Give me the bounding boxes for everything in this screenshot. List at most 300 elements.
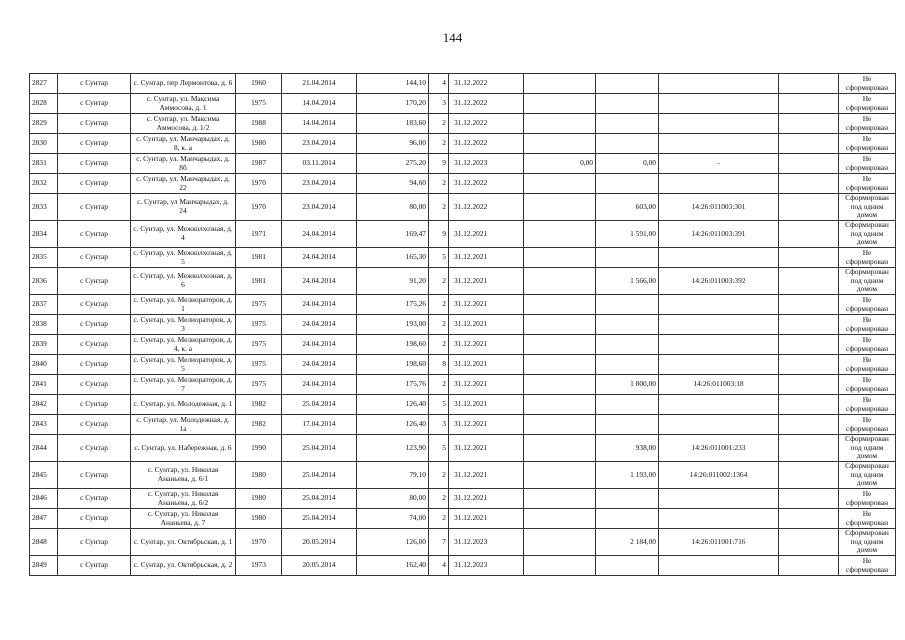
value-a-cell [524,415,596,435]
value-c-cell [779,134,839,154]
year-built-cell: 1982 [236,395,282,415]
row-number: 2837 [30,295,58,315]
recognition-date-cell: 23.04.2014 [282,134,357,154]
residents-cell: 4 [429,556,449,576]
address-cell: с. Сунтар, ул. Молодежная, д. 1а [131,415,236,435]
land-area-cell [596,315,659,335]
deadline-cell: 31.12.2022 [449,94,524,114]
address-cell: с. Сунтар, пер Лермонтова, д. 6 [131,74,236,94]
row-number: 2828 [30,94,58,114]
cadastral-number-cell: 14:26:011001:233 [659,435,779,462]
year-built-cell: 1971 [236,221,282,248]
settlement-cell: с Сунтар [58,221,131,248]
cadastral-number-cell [659,174,779,194]
area-cell: 123,90 [357,435,429,462]
recognition-date-cell: 24.04.2014 [282,335,357,355]
row-number: 2838 [30,315,58,335]
deadline-cell: 31.12.2023 [449,529,524,556]
settlement-cell: с Сунтар [58,194,131,221]
table-row [30,529,896,556]
deadline-cell: 31.12.2021 [449,375,524,395]
value-c-cell [779,114,839,134]
row-number: 2848 [30,529,58,556]
year-built-cell: 1975 [236,94,282,114]
address-cell: с. Сунтар, ул. Манчарыдах, д. 8б [131,154,236,174]
value-c-cell [779,94,839,114]
value-c-cell [779,315,839,335]
area-cell: 170,20 [357,94,429,114]
residents-cell: 2 [429,295,449,315]
deadline-cell: 31.12.2021 [449,221,524,248]
settlement-cell: с Сунтар [58,268,131,295]
land-status-cell: Не сформирован [839,335,896,355]
row-number: 2834 [30,221,58,248]
address-cell: с. Сунтар, ул. Октябрьская, д. 1 [131,529,236,556]
area-cell: 80,00 [357,489,429,509]
year-built-cell: 1990 [236,435,282,462]
deadline-cell: 31.12.2021 [449,509,524,529]
cadastral-number-cell [659,134,779,154]
residents-cell: 9 [429,154,449,174]
land-status-cell: Не сформирован [839,355,896,375]
value-c-cell [779,375,839,395]
land-area-cell [596,395,659,415]
table-row [30,315,896,335]
land-area-cell: 1 193,00 [596,462,659,489]
value-c-cell [779,154,839,174]
residents-cell: 3 [429,94,449,114]
recognition-date-cell: 23.04.2014 [282,194,357,221]
area-cell: 198,60 [357,355,429,375]
settlement-cell: с Сунтар [58,114,131,134]
recognition-date-cell: 21.04.2014 [282,74,357,94]
land-area-cell [596,74,659,94]
recognition-date-cell: 25.04.2014 [282,509,357,529]
value-a-cell [524,268,596,295]
area-cell: 80,00 [357,194,429,221]
table-row [30,94,896,114]
value-c-cell [779,395,839,415]
table-row [30,154,896,174]
cadastral-number-cell: 14:26:011002:1364 [659,462,779,489]
residents-cell: 2 [429,489,449,509]
year-built-cell: 1988 [236,114,282,134]
address-cell: с. Сунтар, ул. Мелиораторов, д. 3 [131,315,236,335]
year-built-cell: 1981 [236,268,282,295]
residents-cell: 2 [429,315,449,335]
address-cell: с. Сунтар, ул. Молодежная, д. 1 [131,395,236,415]
row-number: 2845 [30,462,58,489]
land-area-cell: 2 184,00 [596,529,659,556]
settlement-cell: с Сунтар [58,174,131,194]
deadline-cell: 31.12.2021 [449,415,524,435]
deadline-cell: 31.12.2021 [449,435,524,462]
deadline-cell: 31.12.2021 [449,395,524,415]
land-area-cell: 1 566,00 [596,268,659,295]
value-a-cell [524,194,596,221]
value-a-cell [524,556,596,576]
value-c-cell [779,489,839,509]
address-cell: с. Сунтар, ул. Межколхозная, д. 4 [131,221,236,248]
recognition-date-cell: 20.05.2014 [282,529,357,556]
year-built-cell: 1970 [236,194,282,221]
land-area-cell: 0,00 [596,154,659,174]
year-built-cell: 1980 [236,462,282,489]
table-row [30,395,896,415]
recognition-date-cell: 24.04.2014 [282,221,357,248]
land-status-cell: Сформирован под одним домом [839,221,896,248]
area-cell: 126,40 [357,415,429,435]
row-number: 2831 [30,154,58,174]
cadastral-number-cell [659,335,779,355]
deadline-cell: 31.12.2022 [449,114,524,134]
deadline-cell: 31.12.2021 [449,355,524,375]
land-area-cell [596,174,659,194]
row-number: 2830 [30,134,58,154]
deadline-cell: 31.12.2022 [449,74,524,94]
address-cell: с. Сунтар, ул. Николая Ананьева, д. 6/1 [131,462,236,489]
deadline-cell: 31.12.2021 [449,489,524,509]
land-status-cell: Не сформирован [839,395,896,415]
year-built-cell: 1980 [236,489,282,509]
land-area-cell: 938,00 [596,435,659,462]
value-c-cell [779,415,839,435]
year-built-cell: 1970 [236,174,282,194]
settlement-cell: с Сунтар [58,509,131,529]
land-area-cell: 1 800,00 [596,375,659,395]
address-cell: с. Сунтар, ул. Межколхозная, д. 5 [131,248,236,268]
land-area-cell [596,509,659,529]
area-cell: 79,10 [357,462,429,489]
recognition-date-cell: 03.11.2014 [282,154,357,174]
land-area-cell [596,335,659,355]
land-status-cell: Не сформирован [839,134,896,154]
row-number: 2829 [30,114,58,134]
row-number: 2847 [30,509,58,529]
value-a-cell [524,435,596,462]
settlement-cell: с Сунтар [58,556,131,576]
address-cell: с. Сунтар, ул. Мелиораторов, д. 7 [131,375,236,395]
year-built-cell: 1975 [236,315,282,335]
recognition-date-cell: 14.04.2014 [282,114,357,134]
year-built-cell: 1987 [236,154,282,174]
value-a-cell [524,94,596,114]
address-cell: с. Сунтар, ул. Мелиораторов, д. 5 [131,355,236,375]
cadastral-number-cell [659,355,779,375]
area-cell: 144,10 [357,74,429,94]
recognition-date-cell: 14.04.2014 [282,94,357,114]
land-status-cell: Сформирован под одним домом [839,194,896,221]
recognition-date-cell: 24.04.2014 [282,295,357,315]
deadline-cell: 31.12.2021 [449,335,524,355]
value-a-cell [524,489,596,509]
settlement-cell: с Сунтар [58,94,131,114]
cadastral-number-cell [659,94,779,114]
row-number: 2840 [30,355,58,375]
row-number: 2844 [30,435,58,462]
land-status-cell: Не сформирован [839,154,896,174]
recognition-date-cell: 24.04.2014 [282,315,357,335]
table-row [30,415,896,435]
residents-cell: 2 [429,462,449,489]
cadastral-number-cell [659,556,779,576]
year-built-cell: 1980 [236,509,282,529]
residents-cell: 4 [429,74,449,94]
residents-cell: 2 [429,194,449,221]
land-status-cell: Не сформирован [839,94,896,114]
row-number: 2841 [30,375,58,395]
value-a-cell [524,375,596,395]
value-a-cell [524,74,596,94]
value-a-cell [524,174,596,194]
value-a-cell [524,335,596,355]
cadastral-number-cell: 14:26:011003:392 [659,268,779,295]
settlement-cell: с Сунтар [58,154,131,174]
recognition-date-cell: 24.04.2014 [282,375,357,395]
year-built-cell: 1980 [236,134,282,154]
value-c-cell [779,194,839,221]
value-c-cell [779,462,839,489]
land-status-cell: Не сформирован [839,74,896,94]
deadline-cell: 31.12.2023 [449,154,524,174]
value-c-cell [779,355,839,375]
cadastral-number-cell [659,248,779,268]
address-cell: с. Сунтар, ул. Манчарыдах, д. 22 [131,174,236,194]
settlement-cell: с Сунтар [58,355,131,375]
value-a-cell [524,221,596,248]
land-status-cell: Не сформирован [839,556,896,576]
value-a-cell [524,529,596,556]
table-row [30,134,896,154]
table-row [30,509,896,529]
value-a-cell [524,315,596,335]
housing-registry-table [29,73,896,576]
settlement-cell: с Сунтар [58,489,131,509]
value-c-cell [779,295,839,315]
table-row [30,489,896,509]
land-status-cell: Сформирован под одним домом [839,435,896,462]
cadastral-number-cell [659,114,779,134]
land-area-cell: 603,00 [596,194,659,221]
address-cell: с. Сунтар, ул. Мелиораторов, д. 4, к. а [131,335,236,355]
address-cell: с. Сунтар, ул Манчарыдах, д. 24 [131,194,236,221]
cadastral-number-cell [659,415,779,435]
cadastral-number-cell [659,489,779,509]
year-built-cell: 1981 [236,248,282,268]
recognition-date-cell: 24.04.2014 [282,248,357,268]
value-c-cell [779,435,839,462]
table-row [30,221,896,248]
row-number: 2849 [30,556,58,576]
cadastral-number-cell [659,395,779,415]
settlement-cell: с Сунтар [58,462,131,489]
address-cell: с. Сунтар, ул. Максима Аммосова, д. 1/2 [131,114,236,134]
address-cell: с. Сунтар, ул. Николая Ананьева, д. 7 [131,509,236,529]
area-cell: 183,60 [357,114,429,134]
year-built-cell: 1970 [236,529,282,556]
area-cell: 94,60 [357,174,429,194]
value-a-cell [524,114,596,134]
table-row [30,355,896,375]
row-number: 2836 [30,268,58,295]
land-status-cell: Не сформирован [839,174,896,194]
cadastral-number-cell: 14:26:011001:716 [659,529,779,556]
value-c-cell [779,74,839,94]
year-built-cell: 1960 [236,74,282,94]
area-cell: 126,40 [357,395,429,415]
row-number: 2832 [30,174,58,194]
value-c-cell [779,248,839,268]
deadline-cell: 31.12.2021 [449,462,524,489]
residents-cell: 5 [429,395,449,415]
year-built-cell: 1982 [236,415,282,435]
land-area-cell [596,355,659,375]
table-row [30,295,896,315]
value-c-cell [779,335,839,355]
recognition-date-cell: 25.04.2014 [282,435,357,462]
land-area-cell [596,114,659,134]
value-a-cell [524,395,596,415]
area-cell: 198,60 [357,335,429,355]
cadastral-number-cell: - [659,154,779,174]
residents-cell: 5 [429,248,449,268]
value-c-cell [779,221,839,248]
recognition-date-cell: 23.04.2014 [282,174,357,194]
recognition-date-cell: 24.04.2014 [282,268,357,295]
land-status-cell: Не сформирован [839,489,896,509]
table-row [30,248,896,268]
page-number: 144 [442,30,463,45]
settlement-cell: с Сунтар [58,134,131,154]
table-row [30,194,896,221]
residents-cell: 2 [429,335,449,355]
deadline-cell: 31.12.2022 [449,174,524,194]
land-status-cell: Не сформирован [839,114,896,134]
table-row [30,74,896,94]
land-area-cell: 1 591,00 [596,221,659,248]
year-built-cell: 1975 [236,295,282,315]
residents-cell: 2 [429,268,449,295]
value-a-cell [524,248,596,268]
cadastral-number-cell [659,295,779,315]
address-cell: с. Сунтар, ул. Межколхозная, д. 6 [131,268,236,295]
cadastral-number-cell: 14:26:011003:391 [659,221,779,248]
address-cell: с. Сунтар, ул. Максима Аммосова, д. 1 [131,94,236,114]
recognition-date-cell: 25.04.2014 [282,489,357,509]
residents-cell: 2 [429,114,449,134]
area-cell: 126,00 [357,529,429,556]
area-cell: 193,00 [357,315,429,335]
address-cell: с. Сунтар, ул. Мелиораторов, д. 1 [131,295,236,315]
row-number: 2843 [30,415,58,435]
value-c-cell [779,509,839,529]
land-status-cell: Не сформирован [839,248,896,268]
land-area-cell [596,556,659,576]
value-a-cell [524,134,596,154]
land-status-cell: Не сформирован [839,375,896,395]
land-status-cell: Не сформирован [839,295,896,315]
table-row [30,462,896,489]
recognition-date-cell: 25.04.2014 [282,462,357,489]
year-built-cell: 1975 [236,375,282,395]
value-a-cell [524,462,596,489]
cadastral-number-cell: 14:26:011003:18 [659,375,779,395]
residents-cell: 3 [429,415,449,435]
year-built-cell: 1975 [236,355,282,375]
row-number: 2842 [30,395,58,415]
land-area-cell [596,489,659,509]
land-status-cell: Сформирован под одним домом [839,529,896,556]
table-row [30,114,896,134]
residents-cell: 2 [429,375,449,395]
table-row [30,335,896,355]
recognition-date-cell: 24.04.2014 [282,355,357,375]
settlement-cell: с Сунтар [58,295,131,315]
value-a-cell [524,355,596,375]
area-cell: 91,20 [357,268,429,295]
residents-cell: 2 [429,509,449,529]
recognition-date-cell: 17.04.2014 [282,415,357,435]
row-number: 2839 [30,335,58,355]
table-row [30,435,896,462]
cadastral-number-cell: 14:26:011003:301 [659,194,779,221]
row-number: 2827 [30,74,58,94]
value-a-cell: 0,00 [524,154,596,174]
deadline-cell: 31.12.2021 [449,315,524,335]
residents-cell: 8 [429,355,449,375]
value-c-cell [779,529,839,556]
address-cell: с. Сунтар, ул. Октябрьская, д. 2 [131,556,236,576]
residents-cell: 2 [429,174,449,194]
deadline-cell: 31.12.2022 [449,134,524,154]
value-c-cell [779,268,839,295]
settlement-cell: с Сунтар [58,335,131,355]
row-number: 2846 [30,489,58,509]
land-status-cell: Сформирован под одним домом [839,462,896,489]
settlement-cell: с Сунтар [58,375,131,395]
residents-cell: 5 [429,435,449,462]
address-cell: с. Сунтар, ул. Николая Ананьева, д. 6/2 [131,489,236,509]
deadline-cell: 31.12.2023 [449,556,524,576]
area-cell: 165,30 [357,248,429,268]
settlement-cell: с Сунтар [58,395,131,415]
settlement-cell: с Сунтар [58,315,131,335]
recognition-date-cell: 25.04.2014 [282,395,357,415]
cadastral-number-cell [659,509,779,529]
land-area-cell [596,94,659,114]
value-c-cell [779,556,839,576]
area-cell: 162,40 [357,556,429,576]
settlement-cell: с Сунтар [58,248,131,268]
deadline-cell: 31.12.2021 [449,248,524,268]
residents-cell: 7 [429,529,449,556]
area-cell: 175,76 [357,375,429,395]
area-cell: 96,00 [357,134,429,154]
deadline-cell: 31.12.2021 [449,295,524,315]
land-status-cell: Не сформирован [839,315,896,335]
land-area-cell [596,295,659,315]
table-row [30,268,896,295]
row-number: 2833 [30,194,58,221]
year-built-cell: 1973 [236,556,282,576]
land-status-cell: Не сформирован [839,509,896,529]
year-built-cell: 1975 [236,335,282,355]
recognition-date-cell: 20.05.2014 [282,556,357,576]
address-cell: с. Сунтар, ул. Манчарыдах, д. 8, к. а [131,134,236,154]
land-status-cell: Сформирован под одним домом [839,268,896,295]
land-area-cell [596,248,659,268]
table-row [30,375,896,395]
